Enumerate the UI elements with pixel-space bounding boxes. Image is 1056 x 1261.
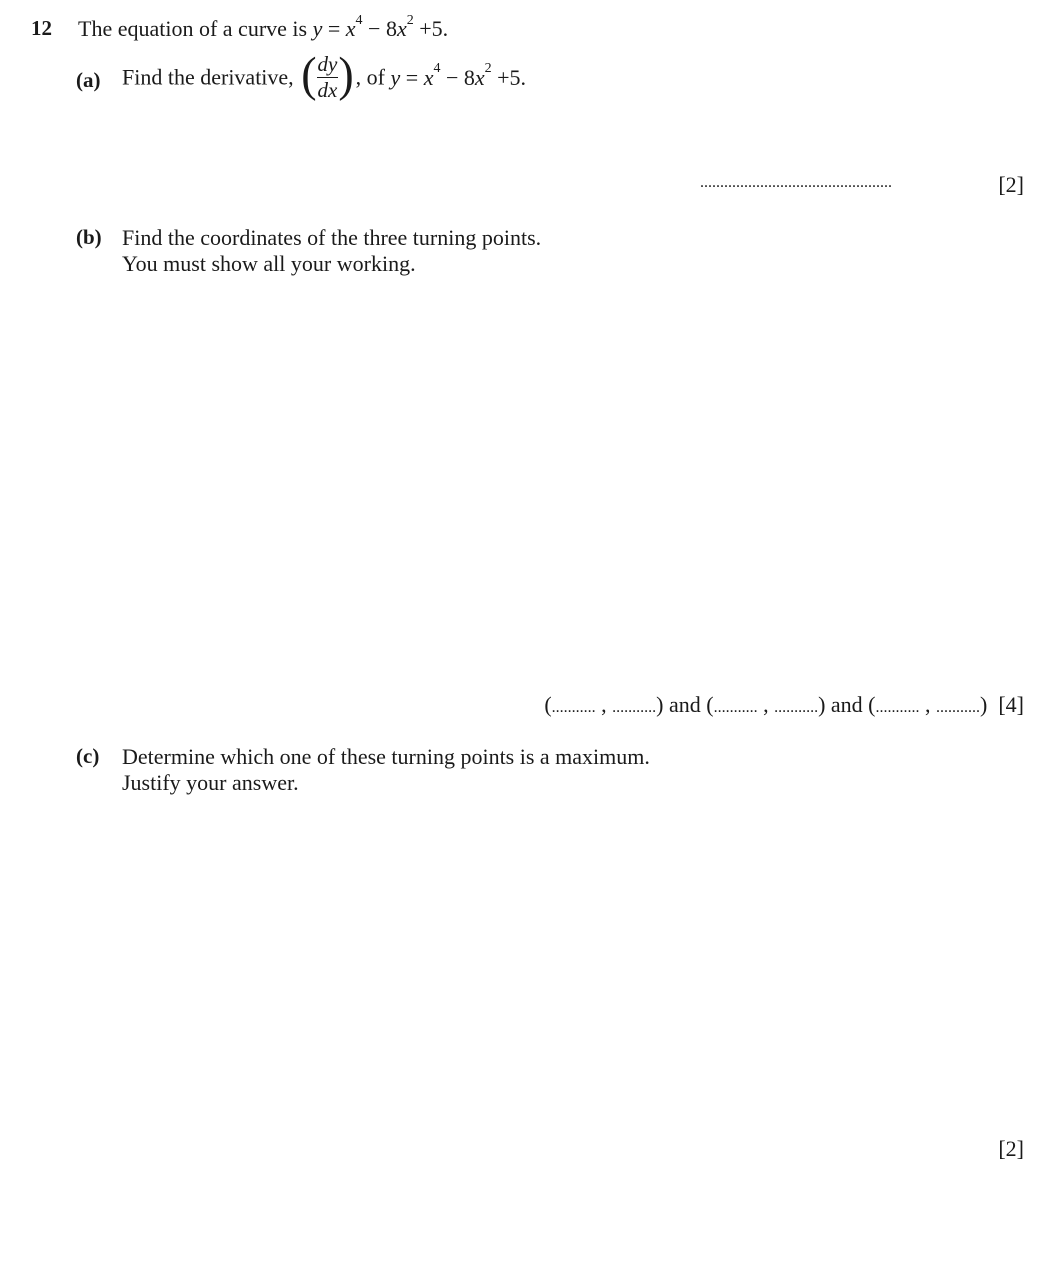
part-b-label: (b) [76,225,102,249]
part-a-text: Find the derivative, ( $\frac{dy}{dx}$ ), of $y = x^4 - 8x^2 +5$. [122,47,527,102]
part-c-marks: [2] [998,1136,1024,1161]
question-stem [78,12,449,42]
part-a-marks: [2] [998,172,1024,197]
stem-text: The equation of a curve is [78,16,308,41]
part-c-justify-note: Justify your answer. [122,770,299,795]
derivative-fraction: ( $\frac{dy}{dx}$ ) [301,47,354,102]
part-a-label: (a) [76,68,101,92]
part-b-answer-line[interactable]: (........... , ...........) and (........... , ...........) and (........... , ...........) [4] [544,692,1024,717]
part-a-answer-line[interactable]: ................................................ [700,174,892,191]
part-b-marks: [4] [998,692,1024,717]
curve-equation-repeat: $y = x^4 - 8x^2 +5$. [390,61,527,90]
question-number: 12 [31,16,52,40]
part-b-instruction: Find the coordinates of the three turning points. [122,225,542,250]
curve-equation: $y = x^4 - 8x^2 +5$. [312,12,449,41]
part-c-instruction: Determine which one of these turning points is a maximum. [122,744,650,769]
fraction-denominator: dx [317,78,338,102]
part-b-working-note: You must show all your working. [122,251,416,276]
part-c-label: (c) [76,744,100,768]
fraction-numerator: dy [317,52,338,76]
